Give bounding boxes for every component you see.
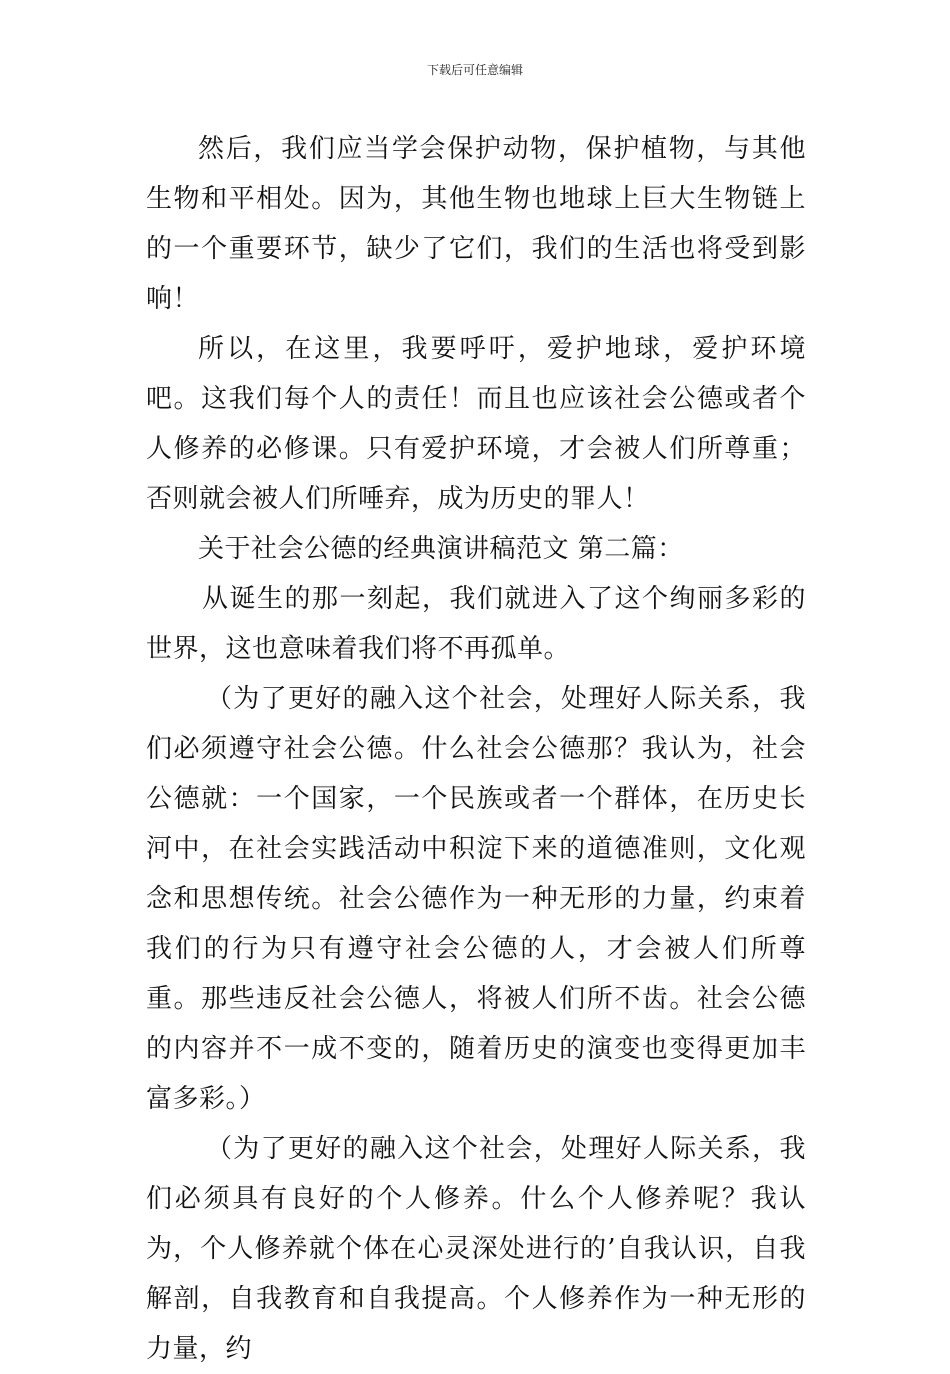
page-header: 下载后可任意编辑: [426, 63, 523, 77]
paragraph: （为了更好的融入这个社会，处理好人际关系，我们必须具有良好的个人修养。什么个人修养呢？我认为，个人修养就个体在心灵深处进行的’自我认识，自我解剖，自我教育和自我提高。个人修养作为一种无形的力量，约: [146, 1134, 806, 1364]
paragraph: 所以，在这里，我要呼吁，爱护地球，爱护环境吧。这我们每个人的责任！而且也应该社会公德或者个人修养的必修课。只有爱护环境，才会被人们所尊重；否则就会被人们所唾弃，成为历史的罪人！: [146, 334, 806, 514]
document-body: [146, 124, 806, 1374]
paragraph: （为了更好的融入这个社会，处理好人际关系，我们必须遵守社会公德。什么社会公德那？我认为，社会公德就：一个国家，一个民族或者一个群体，在历史长河中，在社会实践活动中积淀下来的道德准则，文化观念和思想传统。社会公德作为一种无形的力量，约束着我们的行为只有遵守社会公德的人，才会被人们所尊重。那些违反社会公德人，将被人们所不齿。社会公德的内容并不一成不变的，随着历史的演变也变得更加丰富多彩。）: [146, 684, 806, 1114]
section-heading: 关于社会公德的经典演讲稿范文 第二篇：: [198, 534, 684, 564]
paragraph: 然后，我们应当学会保护动物，保护植物，与其他生物和平相处。因为，其他生物也地球上巨大生物链上的一个重要环节，缺少了它们，我们的生活也将受到影响！: [146, 134, 806, 314]
paragraph: 从诞生的那一刻起，我们就进入了这个绚丽多彩的世界，这也意味着我们将不再孤单。: [146, 584, 806, 664]
